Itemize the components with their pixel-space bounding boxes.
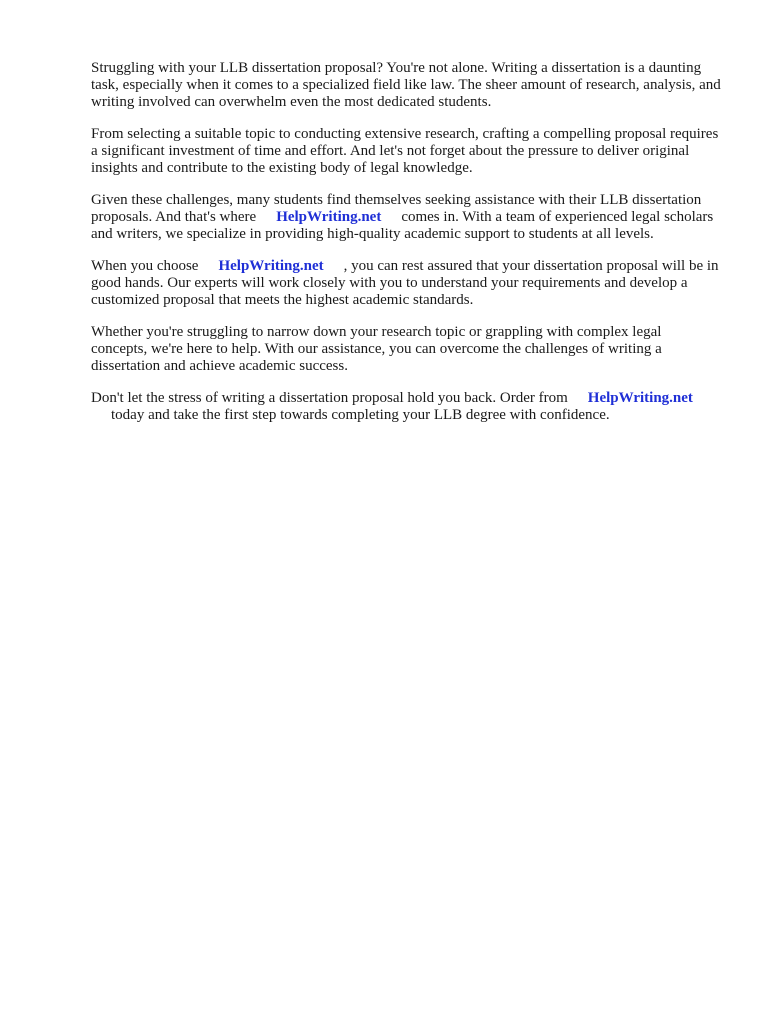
paragraph-help-text: Whether you're struggling to narrow down your research topic or grappling with complex legal concepts, we're here to help. With our assistance, you can overcome the challenges of writing a dissertation and achieve academic success. [91, 324, 662, 374]
paragraph-choose [91, 258, 721, 309]
paragraph-order [91, 390, 721, 424]
paragraph-challenges [91, 126, 721, 177]
helpwriting-link-1[interactable]: HelpWriting.net [276, 209, 382, 225]
document-page [91, 60, 721, 439]
paragraph-intro-text: Struggling with your LLB dissertation proposal? You're not alone. Writing a dissertation is a daunting task, especially when it comes to a specialized field like law. The sheer amount of research, analysis, and writing involved can overwhelm even the most dedicated students. [91, 60, 721, 110]
helpwriting-link-3[interactable]: HelpWriting.net [587, 390, 693, 406]
paragraph-assistance-text-before: Given these challenges, many students find themselves seeking assistance with their LLB dissertation proposals. And that's where [91, 192, 702, 225]
paragraph-assistance [91, 192, 721, 243]
paragraph-challenges-text: From selecting a suitable topic to conducting extensive research, crafting a compelling proposal requires a significant investment of time and effort. And let's not forget about the pressure to deliver original insights and contribute to the existing body of legal knowledge. [91, 126, 719, 176]
paragraph-choose-text-before: When you choose [91, 258, 199, 274]
paragraph-intro [91, 60, 721, 111]
paragraph-order-text-after: today and take the first step towards completing your LLB degree with confidence. [111, 407, 610, 423]
paragraph-help [91, 324, 721, 375]
paragraph-order-text-before: Don't let the stress of writing a dissertation proposal hold you back. Order from [91, 390, 568, 406]
helpwriting-link-2[interactable]: HelpWriting.net [218, 258, 324, 274]
paragraph-assistance-text-after: comes in. With a team of experienced legal scholars and writers, we specialize in providing high-quality academic support to students at all levels. [91, 209, 714, 242]
paragraph-choose-text-after: , you can rest assured that your dissertation proposal will be in good hands. Our experts will work closely with you to understand your requirements and develop a customized proposal that meets the highest academic standards. [91, 258, 719, 308]
